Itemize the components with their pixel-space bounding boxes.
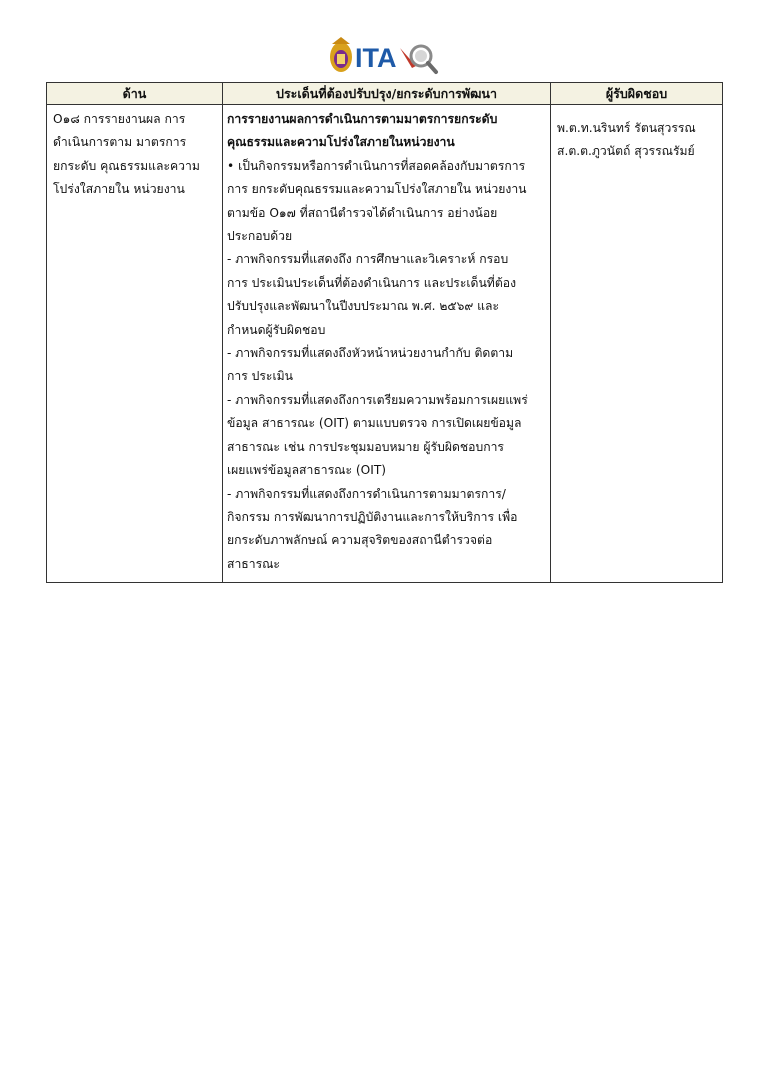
ita-logo <box>328 34 440 78</box>
aspect-line: ดำเนินการตาม มาตรการ <box>53 135 187 150</box>
issue-title-line: การรายงานผลการดำเนินการตามมาตรการยกระดับ <box>227 112 498 126</box>
improvement-table <box>46 82 723 583</box>
ita-logo-text: ITA <box>355 43 397 73</box>
issue-line: • เป็นกิจกรรมหรือการดำเนินการที่สอดคล้องกับมาตรการ <box>227 158 526 173</box>
issue-line: ยกระดับภาพลักษณ์ ความสุจริตของสถานีตำรวจต่อ <box>227 533 493 548</box>
header-issue: ประเด็นที่ต้องปรับปรุง/ยกระดับการพัฒนา <box>223 83 551 105</box>
table-row <box>47 105 723 583</box>
issue-line: การ ประเมิน <box>227 369 294 384</box>
aspect-cell <box>47 105 223 583</box>
table-header-row <box>47 83 723 105</box>
issue-line: - ภาพกิจกรรมที่แสดงถึง การศึกษาและวิเคราะห์ กรอบ <box>227 252 509 267</box>
issue-line: ตามข้อ O๑๗ ที่สถานีตำรวจได้ดำเนินการ อย่างน้อย <box>227 205 498 220</box>
issue-line: - ภาพกิจกรรมที่แสดงถึงการดำเนินการตามมาตรการ/ <box>227 486 506 501</box>
issue-line: ประกอบด้วย <box>227 229 293 244</box>
issue-title-line: คุณธรรมและความโปร่งใสภายในหน่วยงาน <box>227 135 455 150</box>
header-responsible: ผู้รับผิดชอบ <box>551 83 723 105</box>
issue-line: กิจกรรม การพัฒนาการปฏิบัติงานและการให้บริการ เพื่อ <box>227 509 518 524</box>
responsible-person: ส.ต.ต.ภูวนัตถ์ สุวรรณรัมย์ <box>557 144 695 159</box>
issue-line: การ ประเมินประเด็นที่ต้องดำเนินการ และประเด็นที่ต้อง <box>227 275 517 290</box>
magnifier-icon <box>411 46 436 72</box>
header-aspect: ด้าน <box>47 83 223 105</box>
issue-cell <box>223 105 551 583</box>
responsible-person: พ.ต.ท.นรินทร์ รัตนสุวรรณ <box>557 121 696 135</box>
issue-line: สาธารณะ เช่น การประชุมมอบหมาย ผู้รับผิดชอบการ <box>227 439 504 454</box>
aspect-line: ยกระดับ คุณธรรมและความ <box>53 158 200 173</box>
aspect-line: O๑๘ การรายงานผล การ <box>53 112 186 126</box>
issue-line: เผยแพร่ข้อมูลสาธารณะ (OIT) <box>227 463 387 478</box>
issue-line: กำหนดผู้รับผิดชอบ <box>227 322 326 337</box>
issue-line: - ภาพกิจกรรมที่แสดงถึงหัวหน้าหน่วยงานกำกับ ติดตาม <box>227 346 514 361</box>
issue-line: สาธารณะ <box>227 556 280 571</box>
responsible-cell <box>551 105 723 583</box>
aspect-line: โปร่งใสภายใน หน่วยงาน <box>53 182 185 197</box>
issue-line: ปรับปรุงและพัฒนาในปีงบประมาณ พ.ศ. ๒๕๖๙ และ <box>227 299 499 314</box>
police-seal-icon <box>330 37 352 72</box>
issue-line: ข้อมูล สาธารณะ (OIT) ตามแบบตรวจ การเปิดเผยข้อมูล <box>227 416 522 431</box>
issue-line: - ภาพกิจกรรมที่แสดงถึงการเตรียมความพร้อมการเผยแพร่ <box>227 392 528 407</box>
issue-line: การ ยกระดับคุณธรรมและความโปร่งใสภายใน หน่วยงาน <box>227 182 527 197</box>
